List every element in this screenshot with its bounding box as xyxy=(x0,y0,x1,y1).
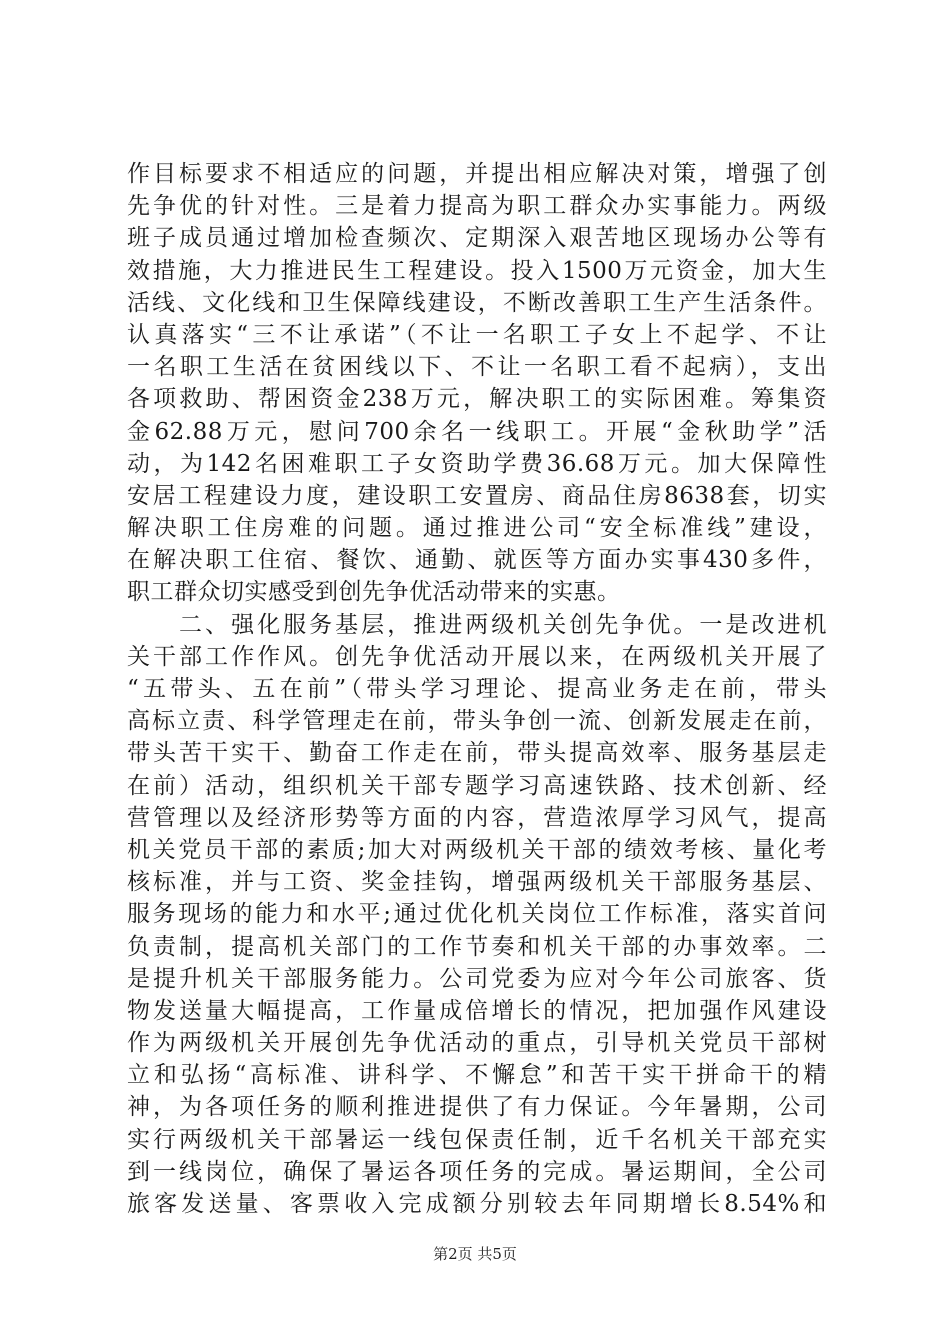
text-line: 立和弘扬“高标准、讲科学、不懈怠”和苦干实干拼命干的精 xyxy=(127,1062,827,1089)
text-line: 安居工程建设力度，建设职工安置房、商品住房8638套，切实 xyxy=(127,482,827,509)
text-line: 作目标要求不相适应的问题，并提出相应解决对策，增强了创 xyxy=(127,161,827,187)
text-line: 关干部工作作风。创先争优活动开展以来，在两级机关开展了 xyxy=(127,643,827,670)
text-line: “五带头、五在前”（带头学习理论、提高业务走在前，带头 xyxy=(127,676,827,702)
text-line: 动，为142名困难职工子女资助学费36.68万元。加大保障性 xyxy=(127,450,827,477)
text-line: 职工群众切实感受到创先争优活动带来的实惠。 xyxy=(127,579,621,606)
text-line: 各项救助、帮困资金238万元，解决职工的实际困难。筹集资 xyxy=(127,386,827,413)
text-line: 解决职工住房难的问题。通过推进公司“安全标准线”建设， xyxy=(127,515,827,542)
text-line: 实行两级机关干部暑运一线包保责任制，近千名机关干部充实 xyxy=(127,1126,827,1153)
page-footer: 第2页 共5页 xyxy=(433,1245,517,1263)
text-line: 旅客发送量、客票收入完成额分别较去年同期增长8.54%和 xyxy=(127,1191,827,1217)
text-line: 班子成员通过增加检查频次、定期深入艰苦地区现场办公等有 xyxy=(127,225,827,252)
text-line: 效措施，大力推进民生工程建设。投入1500万元资金，加大生 xyxy=(127,257,827,284)
body-text xyxy=(127,158,827,1220)
text-line: 到一线岗位，确保了暑运各项任务的完成。暑运期间，全公司 xyxy=(127,1158,827,1185)
text-line: 作为两级机关开展创先争优活动的重点，引导机关党员干部树 xyxy=(127,1030,827,1057)
text-line: 在解决职工住宿、餐饮、通勤、就医等方面办实事430多件， xyxy=(127,547,827,574)
text-line: 金62.88万元，慰问700余名一线职工。开展“金秋助学”活 xyxy=(127,418,827,445)
text-line: 二、强化服务基层，推进两级机关创先争优。一是改进机 xyxy=(127,611,827,638)
text-line: 核标准，并与工资、奖金挂钩，增强两级机关干部服务基层、 xyxy=(127,869,827,896)
text-line: 神，为各项任务的顺利推进提供了有力保证。今年暑期，公司 xyxy=(127,1094,827,1121)
text-line: 营管理以及经济形势等方面的内容，营造浓厚学习风气，提高 xyxy=(127,804,827,831)
text-line: 活线、文化线和卫生保障线建设，不断改善职工生产生活条件。 xyxy=(127,289,827,316)
text-line: 高标立责、科学管理走在前，带头争创一流、创新发展走在前， xyxy=(127,708,827,735)
text-line: 负责制，提高机关部门的工作节奏和机关干部的办事效率。二 xyxy=(127,933,827,960)
text-line: 先争优的针对性。三是着力提高为职工群众办实事能力。两级 xyxy=(127,193,827,220)
text-line: 服务现场的能力和水平;通过优化机关岗位工作标准，落实首问 xyxy=(127,901,827,928)
text-line: 物发送量大幅提高，工作量成倍增长的情况，把加强作风建设 xyxy=(127,997,827,1024)
text-line: 机关党员干部的素质;加大对两级机关干部的绩效考核、量化考 xyxy=(127,836,827,863)
text-line: 带头苦干实干、勤奋工作走在前，带头提高效率、服务基层走 xyxy=(127,740,827,767)
text-line: 一名职工生活在贫困线以下、不让一名职工看不起病），支出 xyxy=(127,354,827,381)
text-line: 是提升机关干部服务能力。公司党委为应对今年公司旅客、货 xyxy=(127,965,827,992)
text-line: 在前）活动，组织机关干部专题学习高速铁路、技术创新、经 xyxy=(127,772,827,799)
text-line: 认真落实“三不让承诺”（不让一名职工子女上不起学、不让 xyxy=(127,321,827,348)
